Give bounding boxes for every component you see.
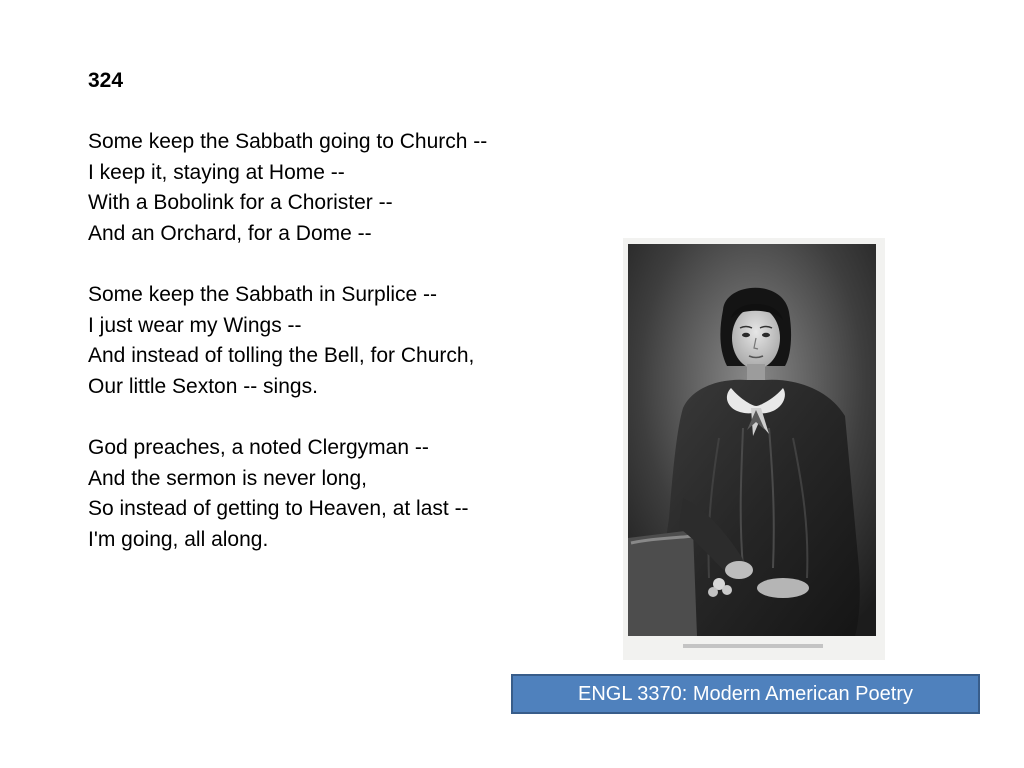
poem-line: I keep it, staying at Home --	[88, 160, 345, 184]
poem-line: Some keep the Sabbath going to Church --	[88, 130, 488, 153]
poem-line: Our little Sexton -- sings.	[88, 374, 318, 398]
poem-line: I just wear my Wings --	[88, 313, 302, 337]
poem-line: And instead of tolling the Bell, for Church,	[88, 344, 475, 368]
poem-line: Some keep the Sabbath in Surplice --	[88, 282, 438, 306]
poem-line: So instead of getting to Heaven, at last --	[88, 497, 469, 521]
portrait-image	[623, 238, 885, 660]
stanza-3	[88, 433, 548, 555]
stanza-2	[88, 280, 548, 402]
portrait-illustration	[623, 238, 885, 660]
poem-line: I'm going, all along.	[88, 527, 269, 551]
poem-line: And an Orchard, for a Dome --	[88, 221, 372, 245]
course-title-box: ENGL 3370: Modern American Poetry	[511, 674, 980, 714]
poem-text	[88, 127, 548, 555]
poem-line: And the sermon is never long,	[88, 466, 367, 490]
poem-number: 324	[88, 69, 124, 92]
poem-line: With a Bobolink for a Chorister --	[88, 191, 393, 215]
stanza-1	[88, 127, 548, 249]
poem-line: God preaches, a noted Clergyman --	[88, 435, 429, 459]
